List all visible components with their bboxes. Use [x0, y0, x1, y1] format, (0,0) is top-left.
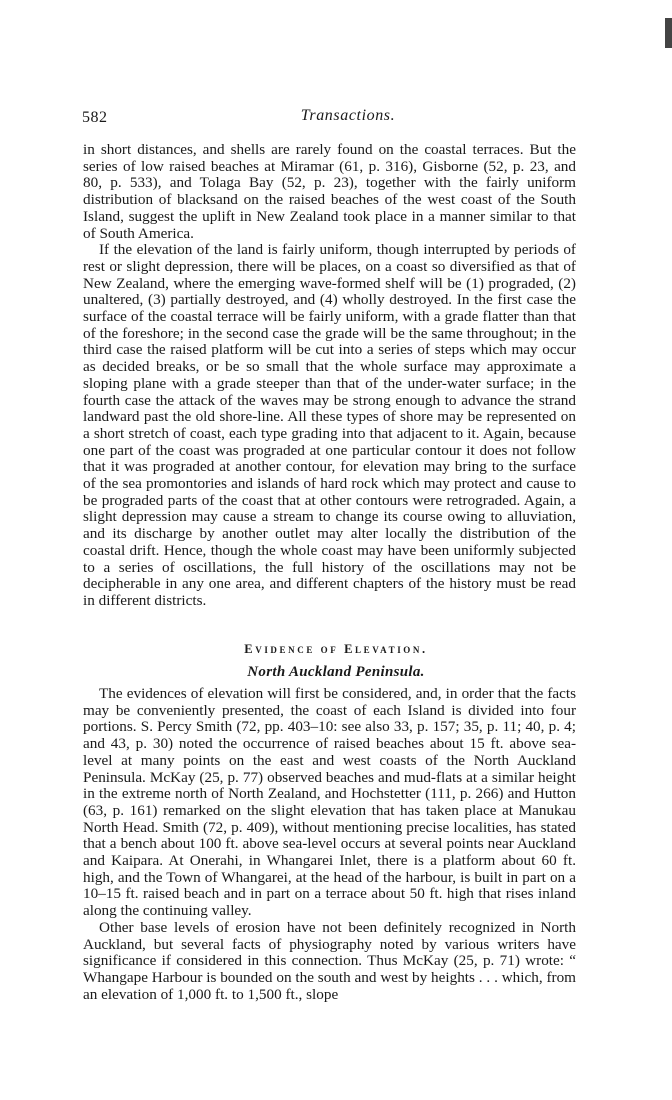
paragraph-continuation: in short distances, and shells are rarely found on the coastal terraces. But the series of low raised beaches at Miramar (61, p. 316), Gisborne (52, p. 23, and 80, p. 533), and Tolaga Bay (52, p. 23), together with the fairly uniform distribution of blacksand on the raised beaches of the west coast of the South Island, suggest the uplift in New Zealand took place in a manner similar to that of South America.: [83, 141, 576, 242]
section-heading: Evidence of Elevation.: [244, 642, 428, 656]
page-number: 582: [82, 109, 108, 126]
scan-edge-mark: [665, 18, 672, 48]
body-text-bottom: [83, 686, 576, 1003]
paragraph-elevation-uniform: If the elevation of the land is fairly uniform, though interrupted by periods of rest or slight depression, there will be places, on a coast so diversified as that of New Zealand, where the emerging wave-formed shelf will be (1) prograded, (2) unaltered, (3) partially destroyed, and (4) wholly destroyed. In the first case the surface of the coastal terrace will be fairly uniform, with a grade flatter than that of the foreshore; in the second case the grade will be the same throughout; in the third case the raised platform will be cut into a series of steps which may occur as decided breaks, or be so small that the whole surface may approximate a sloping plane with a grade steeper than that of the under-water surface; in the fourth case the attack of the waves may be strong enough to advance the strand landward past the old shore-line. All these types of shore may be represented on a short stretch of coast, each type grading into that adjacent to it. Again, because one part of the coast was prograded at one particular contour it does not follow that it was prograded at another contour, for elevation may bring to the surface of the sea promontories and islands of hard rock which may protect and cause to be prograded parts of the coast that at other contours were retrograded. Again, a slight depression may cause a stream to change its course owing to alluviation, and its discharge by another outlet may alter locally the distribution of the coastal drift. Hence, though the whole coast may have been uniformly subjected to a series of oscillations, the full history of the oscillations may not be decipherable in any one area, and different chapters of the history must be read in different districts.: [83, 241, 576, 609]
paragraph-evidences: The evidences of elevation will first be considered, and, in order that the facts may be conveniently presented, the coast of each Island is divided into four portions. S. Percy Smith (72, pp. 403–10: see also 33, p. 157; 35, p. 11; 40, p. 4; and 43, p. 30) noted the occurrence of raised beaches about 15 ft. above sea-level at many points on the east and west coasts of the North Auckland Peninsula. McKay (25, p. 77) observed beaches and mud-flats at a similar height in the extreme north of North Zealand, and Hochstetter (111, p. 266) and Hutton (63, p. 161) remarked on the slight elevation that has taken place at Manukau North Head. Smith (72, p. 409), without mentioning precise localities, has stated that a bench about 100 ft. above sea-level occurs at several points near Auckland and Kaipara. At Onerahi, in Whangarei Inlet, there is a platform about 60 ft. high, and the Town of Whangarei, at the head of the harbour, is built in part on a 10–15 ft. raised beach and in part on a terrace about 50 ft. high that rises inland along the continuing valley.: [83, 685, 576, 920]
body-text-top: [83, 142, 576, 610]
page-header: [0, 108, 672, 128]
sub-heading: North Auckland Peninsula.: [247, 664, 425, 680]
running-title: Transactions.: [300, 107, 396, 124]
paragraph-base-levels: Other base levels of erosion have not been definitely recognized in North Auckland, but several facts of physiography noted by various writers have significance if considered in this connection. Thus McKay (25, p. 71) wrote: “ Whangape Harbour is bounded on the south and west by heights . . . which, from an elevation of 1,000 ft. to 1,500 ft., slope: [83, 918, 576, 1003]
